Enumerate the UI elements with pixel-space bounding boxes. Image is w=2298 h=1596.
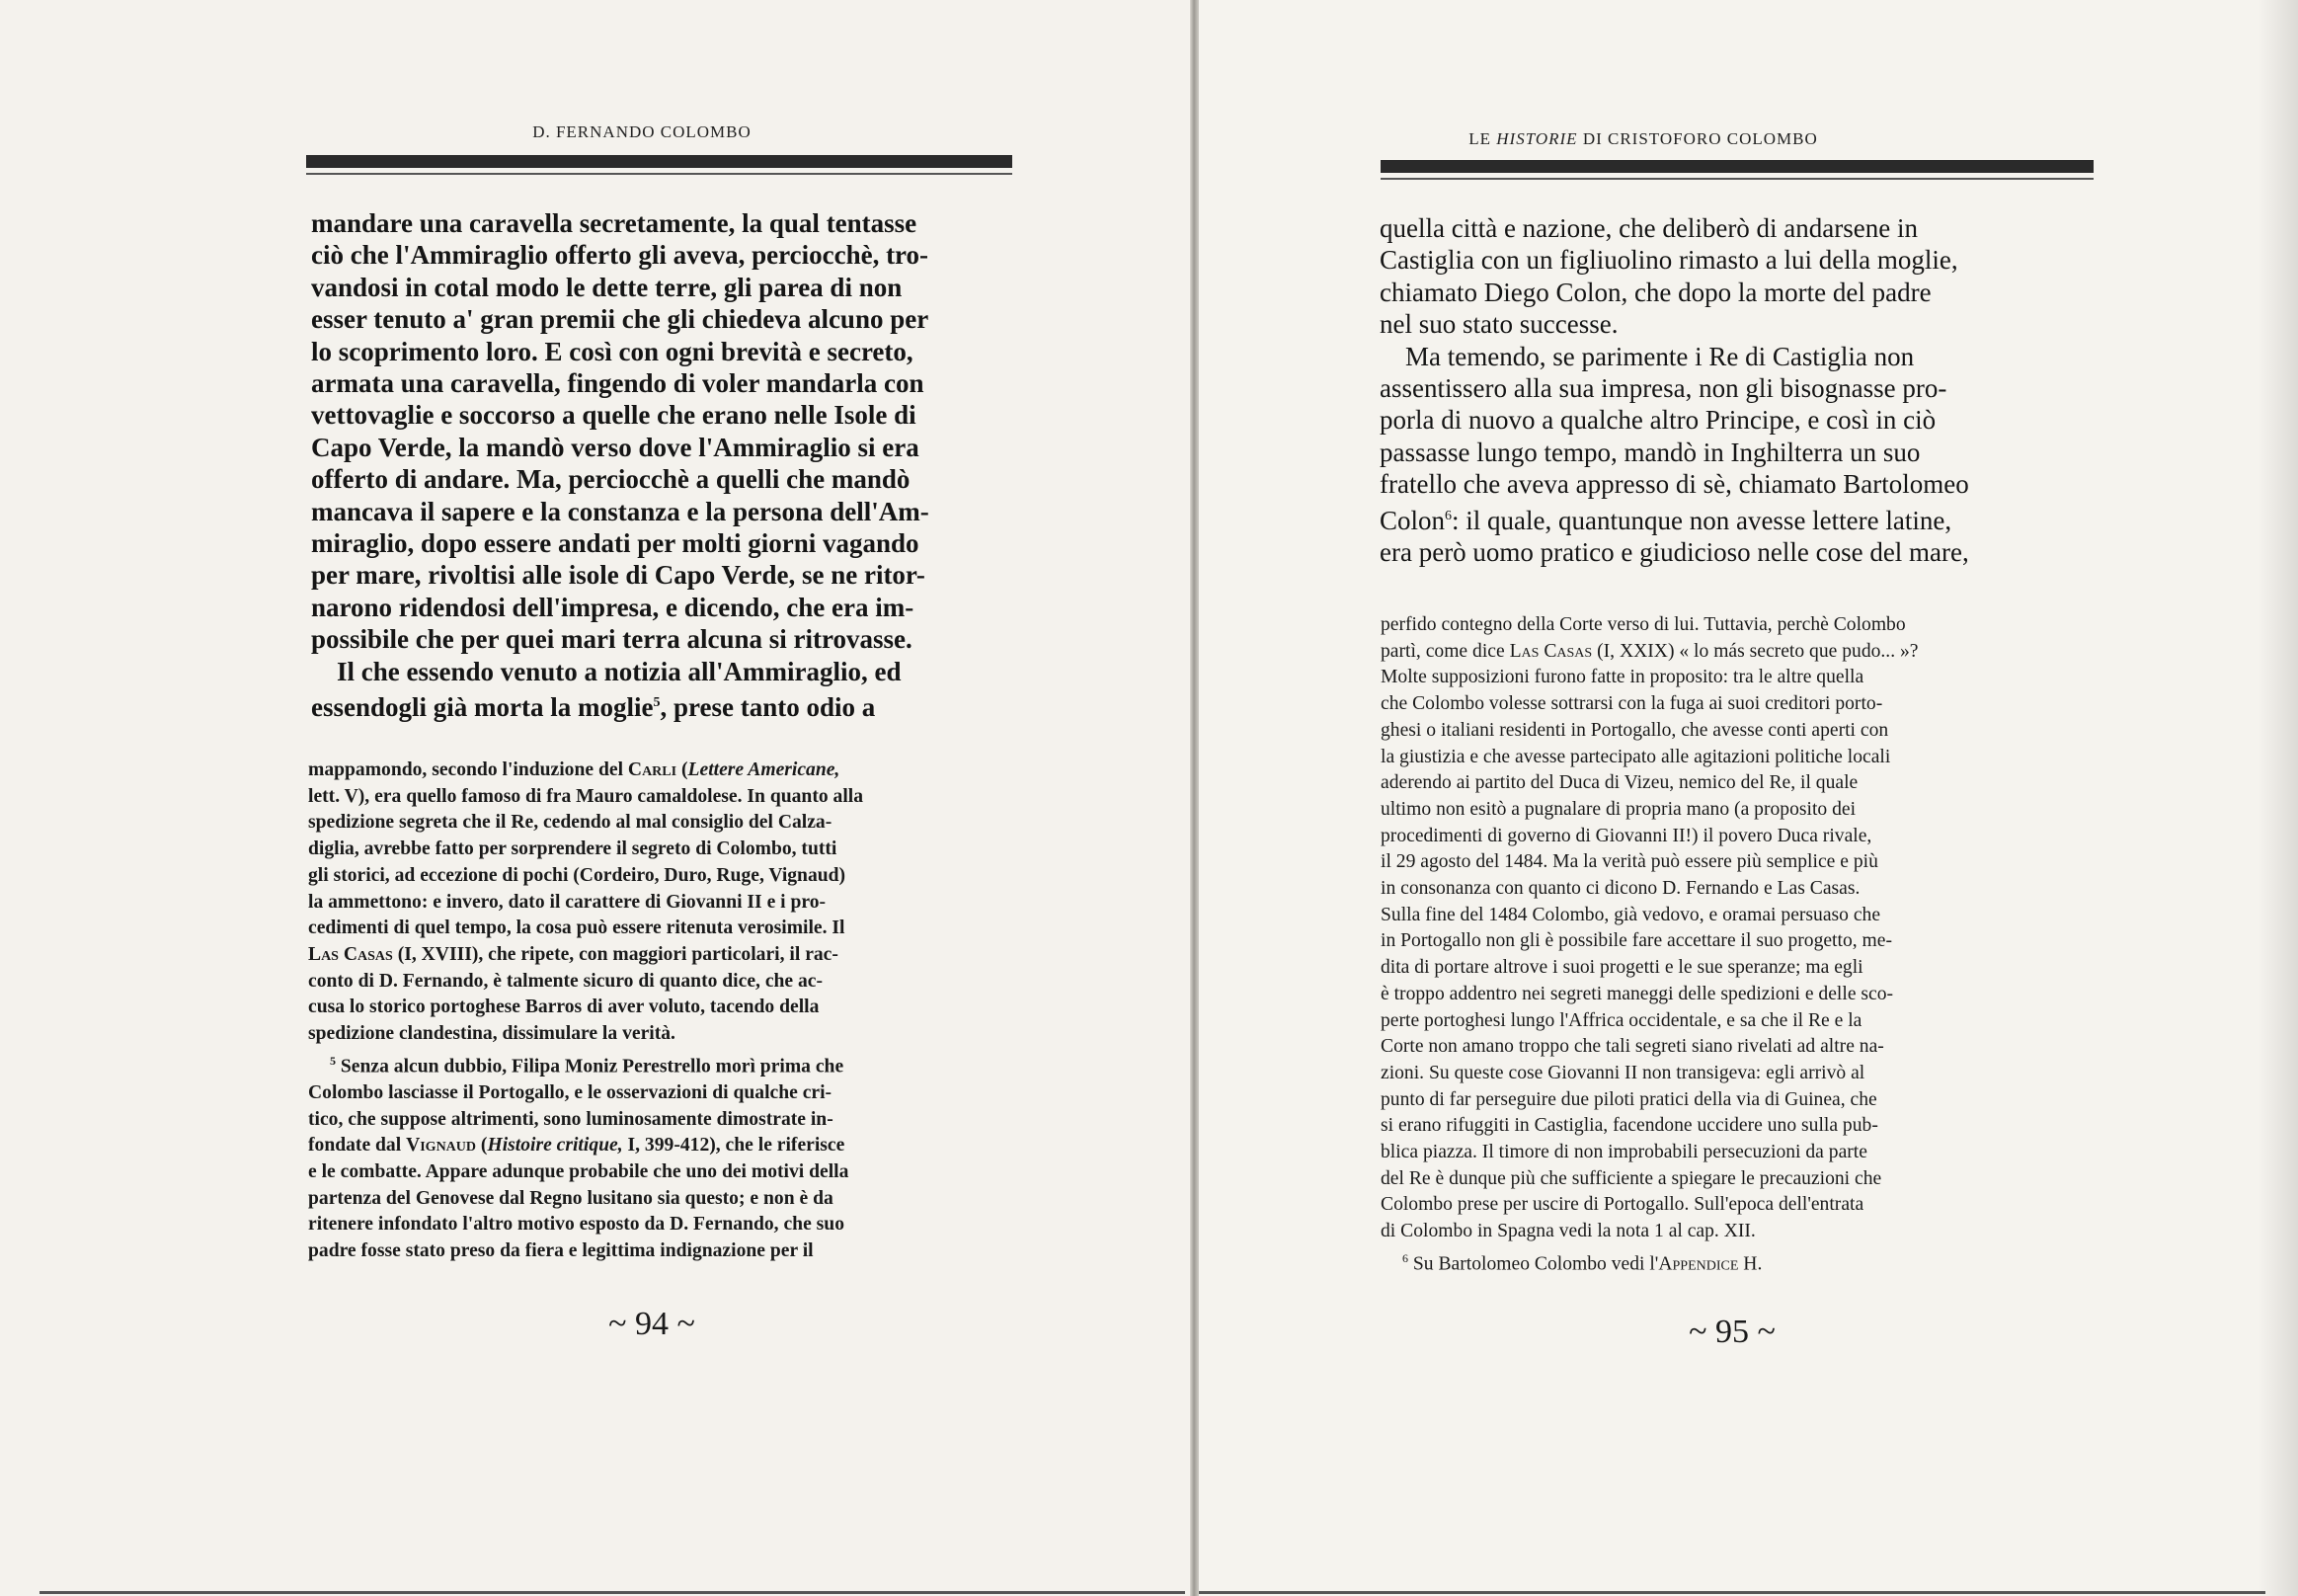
note-line: Colombo lasciasse il Portogallo, e le osservazioni di qualche cri- [308, 1081, 832, 1103]
note-line: diglia, avrebbe fatto per sorprendere il segreto di Colombo, tutti [308, 838, 837, 860]
text-line: per mare, rivoltisi alle isole di Capo Verde, se ne ritor- [311, 560, 925, 591]
note-line: perte portoghesi lungo l'Affrica occidentale, e sa che il Re e la [1381, 1009, 1862, 1031]
footnote-ref[interactable]: 6 [1445, 508, 1453, 523]
footnote-mark: 6 [1402, 1250, 1408, 1265]
text-line: esser tenuto a' gran premii che gli chiedeva alcuno per [311, 304, 929, 335]
right-page [1199, 0, 2298, 1596]
note-line: si erano rifuggiti in Castiglia, facendone uccidere uno sulla pub- [1381, 1115, 1878, 1137]
note-line: punto di far perseguire due piloti pratici della via di Guinea, che [1381, 1088, 1877, 1110]
text-line: Il che essendo venuto a notizia all'Ammiraglio, ed [337, 656, 902, 686]
text-line: essendogli già morta la moglie$^5$, prese tanto odio a [311, 692, 876, 723]
text-line: porla di nuovo a qualche altro Principe, e così in ciò [1380, 405, 1937, 436]
page-number-right: ~ 95 ~ [1689, 1314, 1776, 1350]
note-line: il 29 agosto del 1484. Ma la verità può essere più semplice e più [1381, 851, 1878, 873]
text-line: mandare una caravella secretamente, la qual tentasse [311, 208, 917, 238]
note-line: in consonanza con quanto ci dicono D. Fernando e Las Casas. [1381, 878, 1861, 900]
note-line: mappamondo, secondo l'induzione del Carli (Lettere Americane, [308, 759, 840, 780]
footnote-mark: 5 [330, 1053, 336, 1068]
page-edge-shadow [2258, 0, 2298, 1596]
note-line: conto di D. Fernando, è talmente sicuro di quanto dice, che ac- [308, 970, 824, 992]
note-line: tico, che suppose altrimenti, sono luminosamente dimostrate in- [308, 1108, 833, 1130]
note-line: che Colombo volesse sottrarsi con la fuga ai suoi creditori porto- [1381, 693, 1883, 715]
right-header-rule-thin [1381, 178, 2094, 180]
note-line: di Colombo in Spagna vedi la nota 1 al cap. XII. [1381, 1221, 1756, 1242]
text-line: vandosi in cotal modo le dette terre, gli parea di non [311, 272, 903, 302]
footnote-ref[interactable]: 5 [653, 695, 661, 711]
note-line: e le combatte. Appare adunque probabile che uno dei motivi della [308, 1161, 849, 1183]
note-line: cedimenti di quel tempo, la cosa può essere ritenuta verosimile. Il [308, 918, 845, 939]
text-line: quella città e nazione, che deliberò di andarsene in [1380, 213, 1918, 243]
note-line: dita di portare altrove i suoi progetti e le sue speranze; ma egli [1381, 957, 1863, 979]
note-line: la giustizia e che avesse partecipato alle agitazioni politiche locali [1381, 746, 1891, 767]
text-line: mancava il sapere e la constanza e la persona dell'Am- [311, 496, 929, 526]
left-main-text [311, 207, 1007, 724]
note-line: ultimo non esitò a pugnalare di propria mano (a proposito dei [1381, 798, 1857, 820]
text-line: era però uomo pratico e giudicioso nelle cose del mare, [1380, 537, 1969, 568]
text-line: Castiglia con un figliuolino rimasto a lui della moglie, [1380, 245, 1958, 276]
book-gutter [1190, 0, 1199, 1596]
text-line: assentissero alla sua impresa, non gli bisognasse pro- [1380, 373, 1947, 404]
page-bottom-edge [40, 1591, 1185, 1594]
note-line: la ammettono: e invero, dato il carattere di Giovanni II e i pro- [308, 891, 827, 913]
note-line: Corte non amano troppo che tali segreti siano rivelati ad altre na- [1381, 1036, 1884, 1058]
note-line: zioni. Su queste cose Giovanni II non transigeva: egli arrivò al [1381, 1062, 1865, 1083]
note-line: spedizione clandestina, dissimulare la verità. [308, 1023, 675, 1045]
note-line: lett. V), era quello famoso di fra Mauro camaldolese. In quanto alla [308, 785, 864, 807]
note-line: ritenere infondato l'altro motivo esposto da D. Fernando, che suo [308, 1214, 844, 1236]
note-line: è troppo addentro nei segreti maneggi delle spedizioni e delle sco- [1381, 983, 1894, 1004]
left-header-rule-thin [306, 173, 1012, 175]
text-line: Colon$^6$: il quale, quantunque non avesse lettere latine, [1380, 505, 1952, 535]
note-line: aderendo ai partito del Duca di Vizeu, nemico del Re, il quale [1381, 772, 1859, 794]
text-line: Ma temendo, se parimente i Re di Castiglia non [1405, 341, 1915, 371]
note-line: Colombo prese per uscire di Portogallo. Sull'epoca dell'entrata [1381, 1194, 1864, 1216]
note-line: fondate dal Vignaud (Histoire critique, I, 399-412), che le riferisce [308, 1135, 845, 1157]
text-line: narono ridendosi dell'impresa, e dicendo, che era im- [311, 592, 914, 622]
text-line: vettovaglie e soccorso a quelle che erano nelle Isole di [311, 400, 916, 431]
note-line: partì, come dice Las Casas (I, XXIX) « lo más secreto que pudo... »? [1381, 640, 1919, 662]
text-line: Capo Verde, la mandò verso dove l'Ammiraglio si era [311, 432, 919, 462]
right-header-rule [1381, 160, 2094, 173]
page-number-left: ~ 94 ~ [608, 1306, 695, 1342]
page-bottom-edge [1199, 1591, 2265, 1594]
note-line: procedimenti di governo di Giovanni II!) il povero Duca rivale, [1381, 825, 1872, 846]
text-line: passasse lungo tempo, mandò in Inghilterra un suo [1380, 437, 1921, 467]
note-line: cusa lo storico portoghese Barros di aver voluto, tacendo della [308, 997, 820, 1018]
note-line: $^5$ Senza alcun dubbio, Filipa Moniz Perestrello morì prima che [330, 1053, 844, 1077]
text-line: miraglio, dopo essere andati per molti giorni vagando [311, 528, 919, 559]
text-line: armata una caravella, fingendo di voler mandarla con [311, 368, 924, 399]
text-line: offerto di andare. Ma, perciocchè a quelli che mandò [311, 464, 911, 495]
note-line: gli storici, ad eccezione di pochi (Cordeiro, Duro, Ruge, Vignaud) [308, 864, 846, 886]
right-footnotes [1381, 612, 2094, 1278]
text-line: nel suo stato successe. [1380, 309, 1619, 340]
note-line: padre fosse stato preso da fiera e legittima indignazione per il [308, 1240, 814, 1262]
text-line: lo scoprimento loro. E così con ogni brevità e secreto, [311, 336, 913, 366]
text-line: possibile che per quei mari terra alcuna si ritrovasse. [311, 624, 912, 655]
right-running-head: LE HISTORIE DI CRISTOFORO COLOMBO [1468, 129, 1818, 148]
note-line: ghesi o italiani residenti in Portogallo, che avesse conti aperti con [1381, 719, 1889, 741]
text-line: fratello che aveva appresso di sè, chiamato Bartolomeo [1380, 469, 1969, 500]
note-line: perfido contegno della Corte verso di lui. Tuttavia, perchè Colombo [1381, 614, 1906, 635]
left-running-head: D. FERNANDO COLOMBO [532, 122, 752, 141]
note-line: del Re è dunque più che sufficiente a spiegare le precauzioni che [1381, 1167, 1882, 1189]
note-line: Molte supposizioni furono fatte in proposito: tra le altre quella [1381, 667, 1864, 688]
note-line: $^6$ Su Bartolomeo Colombo vedi l'Appendice H. [1402, 1250, 1763, 1275]
right-main-text [1380, 212, 2093, 568]
note-line: Sulla fine del 1484 Colombo, già vedovo, e oramai persuaso che [1381, 904, 1881, 925]
note-line: spedizione segreta che il Re, cedendo al mal consiglio del Calza- [308, 812, 832, 834]
note-line: in Portogallo non gli è possibile fare accettare il suo progetto, me- [1381, 930, 1893, 952]
left-header-rule [306, 155, 1012, 168]
left-footnotes [308, 758, 1007, 1265]
text-line: chiamato Diego Colon, che dopo la morte del padre [1380, 277, 1932, 307]
note-line: Las Casas (I, XVIII), che ripete, con maggiori particolari, il rac- [308, 943, 838, 965]
note-line: blica piazza. Il timore di non improbabili persecuzioni da parte [1381, 1142, 1867, 1163]
note-line: partenza del Genovese dal Regno lusitano sia questo; e non è da [308, 1187, 833, 1209]
text-line: ciò che l'Ammiraglio offerto gli aveva, perciocchè, tro- [311, 240, 929, 271]
